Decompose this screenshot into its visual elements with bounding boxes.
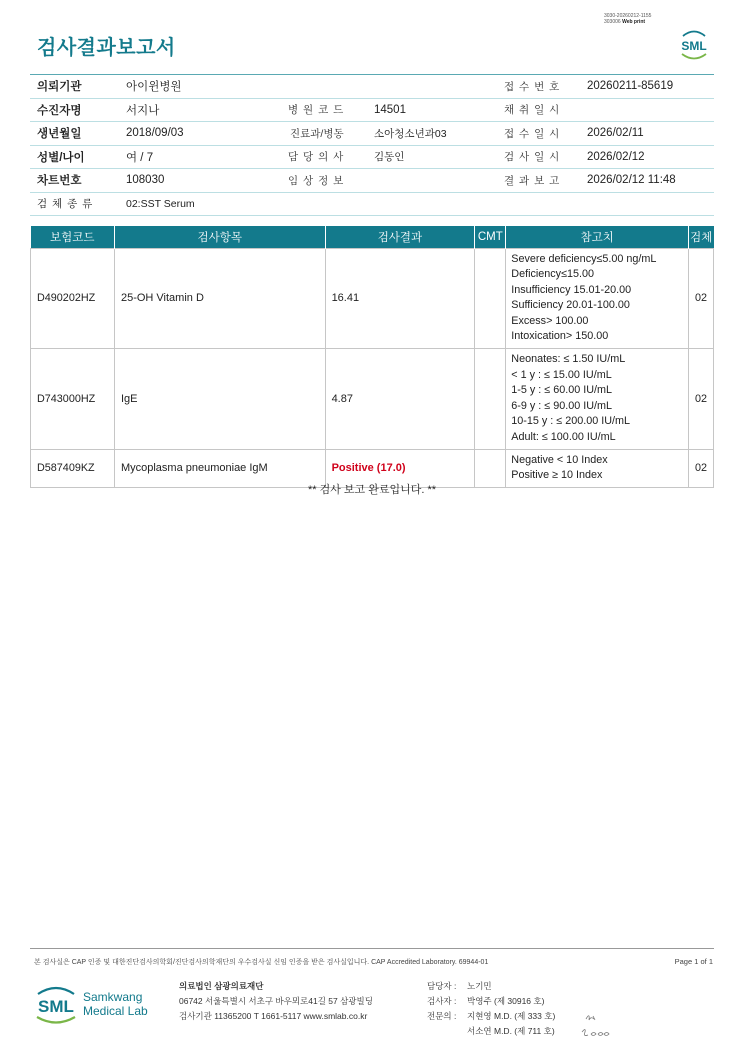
reference-line: < 1 y : ≤ 15.00 IU/mL <box>511 368 612 381</box>
info-label: 생년월일 <box>30 122 120 146</box>
reference-line: Adult: ≤ 100.00 IU/mL <box>511 431 616 444</box>
logo-mark-text: SML <box>38 997 74 1016</box>
patient-info-table <box>30 74 714 216</box>
info-label: 담 당 의 사 <box>286 145 368 169</box>
staff-label: 담당자 : <box>427 981 457 991</box>
info-row <box>30 169 714 193</box>
info-value: 소아청소년과03 <box>368 122 502 146</box>
info-value <box>368 169 502 193</box>
staff-label: 전문의 : <box>427 1011 457 1021</box>
logo-line-1: Samkwang <box>83 990 143 1004</box>
info-value: 서지나 <box>120 98 286 122</box>
info-row <box>30 192 714 216</box>
samkwang-logo <box>34 982 159 1026</box>
staff-name: 지현영 M.D. (제 333 호) <box>467 1011 556 1021</box>
info-value: 2026/02/12 11:48 <box>581 169 714 193</box>
test-result-positive: Positive (17.0) <box>325 449 475 487</box>
info-label: 성별/나이 <box>30 145 120 169</box>
staff-label: 검사자 : <box>427 996 457 1006</box>
results-table <box>30 226 714 488</box>
reference-line: Intoxication> 150.00 <box>511 330 609 343</box>
reference-line: Negative < 10 Index <box>511 453 608 466</box>
info-value: 2018/09/03 <box>120 122 286 146</box>
accreditation-note: 본 검사실은 CAP 인증 및 대한진단검사의학회/진단검사의학재단의 우수검사실 신임 인증을 받은 검사실입니다. CAP Accredited Laboratory. 69944-01 <box>34 959 489 966</box>
column-header-specimen: 검체 <box>689 226 714 248</box>
column-header-cmt: CMT <box>475 226 506 248</box>
print-code-line-1: 3030-20260212-1155 <box>604 13 652 19</box>
info-value: 여 / 7 <box>120 145 286 169</box>
reference-line: Severe deficiency≤5.00 ng/mL <box>511 252 657 265</box>
print-code <box>604 13 651 25</box>
table-row <box>31 248 714 349</box>
insurance-code: D587409KZ <box>31 449 115 487</box>
info-label: 차트번호 <box>30 169 120 193</box>
lab-contact: 검사기관 11365200 T 1661-5117 www.smlab.co.kr <box>179 1011 368 1021</box>
test-result: 16.41 <box>325 248 475 349</box>
lab-info <box>179 979 373 1024</box>
insurance-code: D490202HZ <box>31 248 115 349</box>
reference-line: Insufficiency 15.01-20.00 <box>511 283 632 296</box>
staff-name: 노기민 <box>467 981 492 991</box>
results-header-row <box>31 226 714 248</box>
info-value: 20260211-85619 <box>581 75 714 99</box>
report-complete-note: ** 검사 보고 완료입니다. ** <box>307 484 437 496</box>
signature-image <box>578 1010 612 1040</box>
info-value: 2026/02/11 <box>581 122 714 146</box>
info-value: 김동인 <box>368 145 502 169</box>
logo-line-2: Medical Lab <box>83 1004 148 1018</box>
test-item: 25-OH Vitamin D <box>114 248 325 349</box>
cmt-cell <box>475 349 506 450</box>
specimen-code: 02 <box>689 248 714 349</box>
insurance-code: D743000HZ <box>31 349 115 450</box>
lab-name: 의료법인 삼광의료재단 <box>179 981 264 991</box>
info-value: 2026/02/12 <box>581 145 714 169</box>
reference-line: Neonates: ≤ 1.50 IU/mL <box>511 353 626 366</box>
sml-logo-icon <box>676 27 712 63</box>
column-header-code: 보험코드 <box>31 226 115 248</box>
info-row <box>30 122 714 146</box>
info-label: 수진자명 <box>30 98 120 122</box>
table-row <box>31 349 714 450</box>
print-code-line-2: 303006 <box>604 19 621 25</box>
reference-line: Sufficiency 20.01-100.00 <box>511 299 630 312</box>
info-label: 진료과/병동 <box>286 122 368 146</box>
cmt-cell <box>475 248 506 349</box>
info-value: 108030 <box>120 169 286 193</box>
info-label: 병 원 코 드 <box>286 98 368 122</box>
test-item: IgE <box>114 349 325 450</box>
reference-range <box>506 248 689 349</box>
staff-name: 박영주 (제 30916 호) <box>467 996 545 1006</box>
column-header-item: 검사항목 <box>114 226 325 248</box>
info-row <box>30 98 714 122</box>
info-label: 접 수 일 시 <box>502 122 581 146</box>
reference-line: Excess> 100.00 <box>511 314 589 327</box>
info-row <box>30 75 714 99</box>
info-label: 결 과 보 고 <box>502 169 581 193</box>
test-result: 4.87 <box>325 349 475 450</box>
reference-range <box>506 349 689 450</box>
sml-logo-text: SML <box>681 39 707 53</box>
info-label: 검 사 일 시 <box>502 145 581 169</box>
reference-line: 6-9 y : ≤ 90.00 IU/mL <box>511 399 613 412</box>
info-row <box>30 145 714 169</box>
footer-divider <box>30 948 714 949</box>
reference-line: Deficiency≤15.00 <box>511 268 595 281</box>
info-label: 검 체 종 류 <box>30 192 120 216</box>
info-value: 14501 <box>368 98 502 122</box>
reference-line: Positive ≥ 10 Index <box>511 469 603 482</box>
info-label: 접 수 번 호 <box>502 75 581 99</box>
report-title: 검사결과보고서 <box>37 37 176 59</box>
info-label: 의뢰기관 <box>30 75 120 99</box>
print-label: Web print <box>622 19 646 25</box>
reference-line: 1-5 y : ≤ 60.00 IU/mL <box>511 384 613 397</box>
info-label: 임 상 정 보 <box>286 169 368 193</box>
specimen-code: 02 <box>689 449 714 487</box>
info-label: 채 취 일 시 <box>502 98 581 122</box>
lab-address: 06742 서울특별시 서초구 바우뫼로41길 57 삼광빌딩 <box>179 996 373 1006</box>
info-value <box>581 98 714 122</box>
info-value: 02:SST Serum <box>120 192 714 216</box>
test-item: Mycoplasma pneumoniae IgM <box>114 449 325 487</box>
staff-name: 서소연 M.D. (제 711 호) <box>467 1026 555 1036</box>
info-value: 아이윈병원 <box>120 75 502 99</box>
staff-info <box>427 979 555 1039</box>
specimen-code: 02 <box>689 349 714 450</box>
reference-line: 10-15 y : ≤ 200.00 IU/mL <box>511 415 631 428</box>
column-header-reference: 참고치 <box>506 226 689 248</box>
page-number: Page 1 of 1 <box>674 957 713 966</box>
column-header-result: 검사결과 <box>325 226 475 248</box>
